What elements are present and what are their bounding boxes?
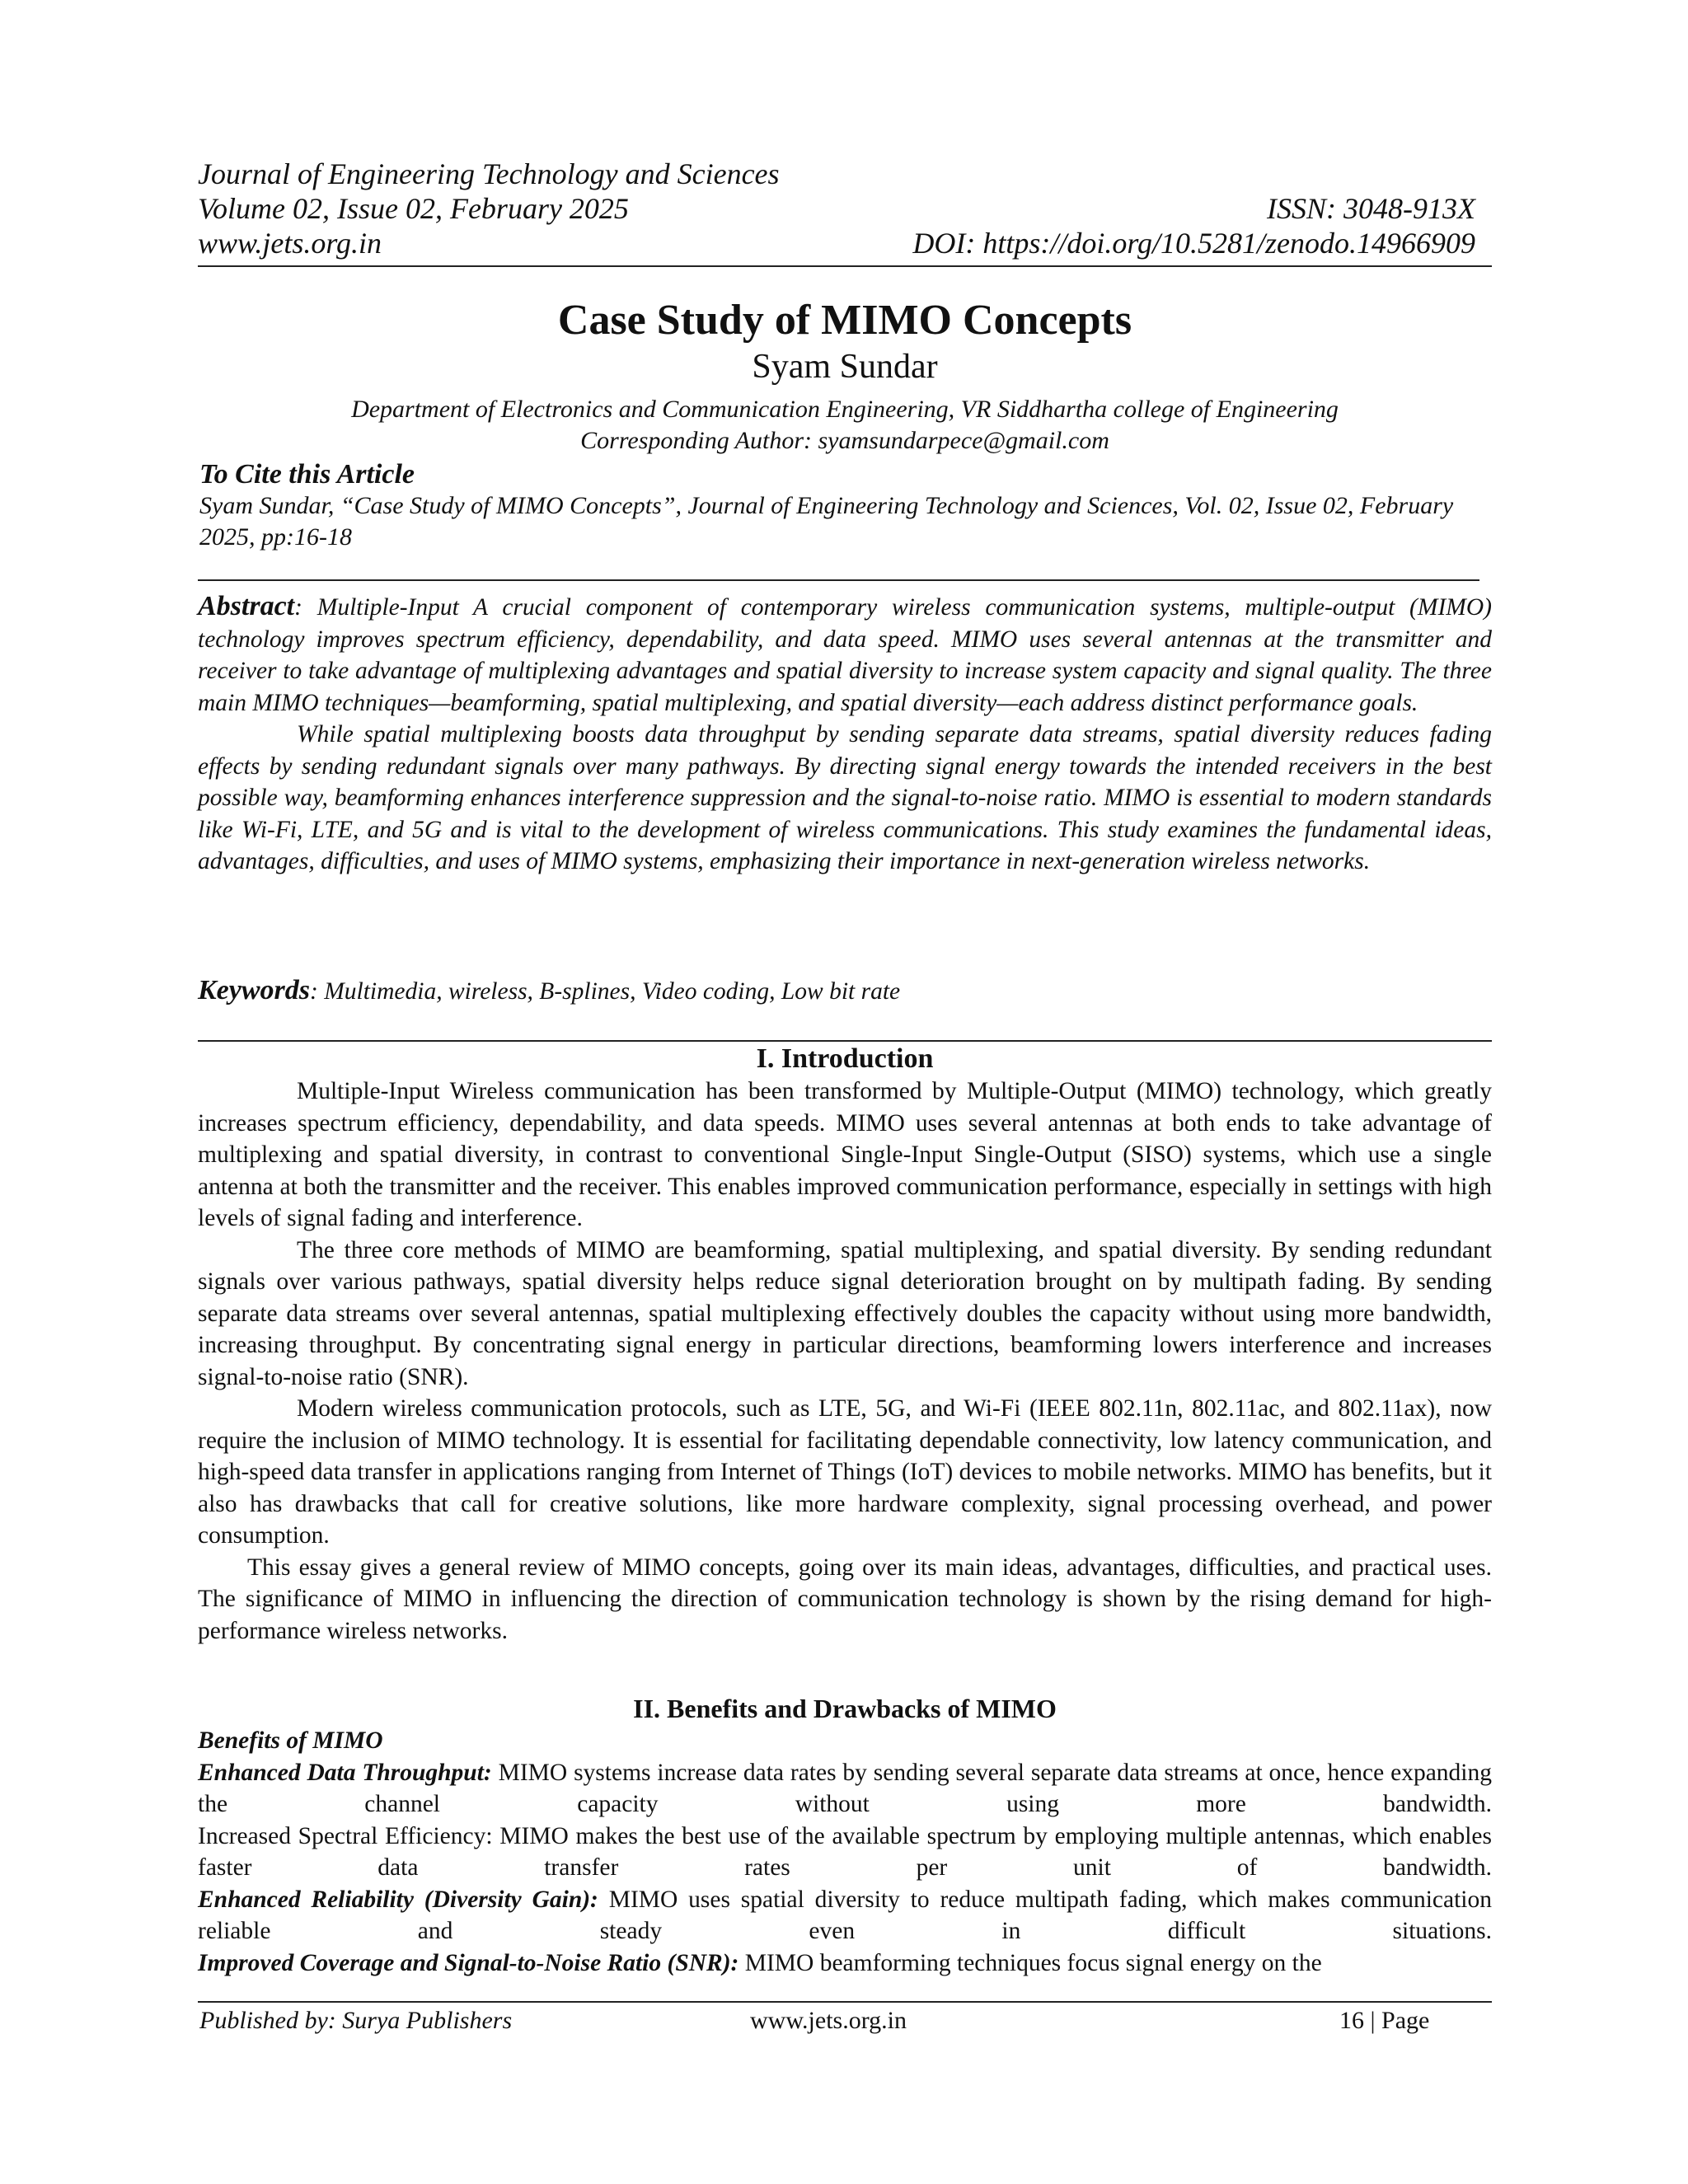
cite-rule	[198, 579, 1479, 581]
benefit-reliability-text: MIMO uses spatial diversity to reduce multipath fading, which makes communication reliable and steady even in difficult situations.	[198, 1886, 1492, 1944]
benefit-coverage	[198, 1947, 1492, 1980]
doi-link[interactable]: DOI: https://doi.org/10.5281/zenodo.14966909	[912, 227, 1475, 260]
section-1-body	[198, 1076, 1492, 1647]
benefit-reliability-label: Enhanced Reliability (Diversity Gain):	[198, 1886, 598, 1913]
intro-p3: Modern wireless communication protocols, such as LTE, 5G, and Wi-Fi (IEEE 802.11n, 802.11ac, and 802.11ax), now require the inclusion of MIMO technology. It is essential for facilitating dependable connectivity, low latency communication, and high-speed data transfer in applications ranging from Internet of Things (IoT) devices to mobile networks. MIMO has benefits, but it also has drawbacks that call for creative solutions, like more hardware complexity, signal processing overhead, and power consumption.	[198, 1395, 1492, 1549]
section-2-heading: II. Benefits and Drawbacks of MIMO	[633, 1694, 1057, 1723]
footer-rule	[198, 2001, 1492, 2003]
benefit-spectral-efficiency: Increased Spectral Efficiency: MIMO makes the best use of the available spectrum by employing multiple antennas, which enables faster data transfer rates per unit of bandwidth.	[198, 1822, 1492, 1881]
section-1-heading: I. Introduction	[756, 1043, 934, 1074]
footer-website[interactable]: www.jets.org.in	[750, 2007, 907, 2034]
keywords	[198, 975, 1492, 1008]
abstract-label: Abstract	[198, 591, 295, 621]
cite-heading: To Cite this Article	[199, 459, 415, 490]
intro-p1: Multiple-Input Wireless communication has been transformed by Multiple-Output (MIMO) technology, which greatly increases spectrum efficiency, dependability, and data speeds. MIMO uses several antennas at both ends to take advantage of multiplexing and spatial diversity, in contrast to conventional Single-Input Single-Output (SISO) systems, which use a single antenna at both the transmitter and the receiver. This enables improved communication performance, especially in settings with high levels of signal fading and interference.	[198, 1078, 1492, 1231]
issn: ISSN: 3048-913X	[1267, 192, 1475, 225]
journal-website[interactable]: www.jets.org.in	[198, 227, 382, 260]
cite-text: Syam Sundar, “Case Study of MIMO Concepts”, Journal of Engineering Technology and Sciences, Vol. 02, Issue 02, February 2025, pp:16-18	[199, 492, 1454, 551]
journal-name: Journal of Engineering Technology and Sciences	[198, 157, 780, 190]
benefits-subheading: Benefits of MIMO	[198, 1727, 383, 1754]
intro-p4: This essay gives a general review of MIMO concepts, going over its main ideas, advantages, difficulties, and practical uses. The significance of MIMO in influencing the direction of communication technology is shown by the rising demand for high-performance wireless networks.	[198, 1554, 1492, 1644]
journal-header	[198, 157, 1484, 260]
intro-p2: The three core methods of MIMO are beamforming, spatial multiplexing, and spatial diversity. By sending redundant signals over various pathways, spatial diversity helps reduce signal deterioration brought on by multipath fading. By sending separate data streams over several antennas, spatial multiplexing effectively doubles the capacity without using more bandwidth, increasing throughput. By concentrating signal energy in particular directions, beamforming lowers interference and increases signal-to-noise ratio (SNR).	[198, 1236, 1492, 1390]
author-name: Syam Sundar	[752, 348, 938, 386]
abstract-p1: : Multiple-Input A crucial component of contemporary wireless communication systems, multiple-output (MIMO) technology improves spectrum efficiency, dependability, and data speed. MIMO uses several antennas at the transmitter and receiver to take advantage of multiplexing advantages and spatial diversity to increase system capacity and signal quality. The three main MIMO techniques—beamforming, spatial multiplexing, and spatial diversity—each address distinct performance goals.	[198, 594, 1492, 716]
header-rule	[198, 265, 1492, 267]
benefit-throughput-label: Enhanced Data Throughput:	[198, 1759, 492, 1786]
benefit-reliability	[198, 1884, 1492, 1947]
corresponding-author: Corresponding Author: syamsundarpece@gmail.com	[580, 427, 1109, 454]
keywords-text: : Multimedia, wireless, B-splines, Video coding, Low bit rate	[310, 978, 901, 1005]
section-2-body	[198, 1725, 1492, 1979]
benefit-throughput-text: MIMO systems increase data rates by sending several separate data streams at once, hence expanding the channel capacity without using more bandwidth.	[198, 1759, 1492, 1817]
footer-publisher: Published by: Surya Publishers	[199, 2007, 513, 2034]
abstract-p2: While spatial multiplexing boosts data throughput by sending separate data streams, spatial diversity reduces fading effects by sending redundant signals over many pathways. By directing signal energy towards the intended receivers in the best possible way, beamforming enhances interference suppression and the signal-to-noise ratio. MIMO is essential to modern standards like Wi-Fi, LTE, and 5G and is vital to the development of wireless communications. This study examines the fundamental ideas, advantages, difficulties, and uses of MIMO systems, emphasizing their importance in next-generation wireless networks.	[198, 721, 1492, 874]
affiliation: Department of Electronics and Communication Engineering, VR Siddhartha college of Engineering	[351, 396, 1339, 423]
abstract	[198, 591, 1492, 878]
keywords-label: Keywords	[198, 975, 310, 1005]
benefit-throughput	[198, 1757, 1492, 1821]
benefit-coverage-label: Improved Coverage and Signal-to-Noise Ratio (SNR):	[198, 1949, 739, 1976]
paper-title: Case Study of MIMO Concepts	[557, 297, 1132, 344]
volume-issue: Volume 02, Issue 02, February 2025	[198, 192, 629, 225]
footer-page-number: 16 | Page	[1339, 2007, 1430, 2034]
benefit-coverage-text: MIMO beamforming techniques focus signal energy on the	[738, 1949, 1322, 1976]
